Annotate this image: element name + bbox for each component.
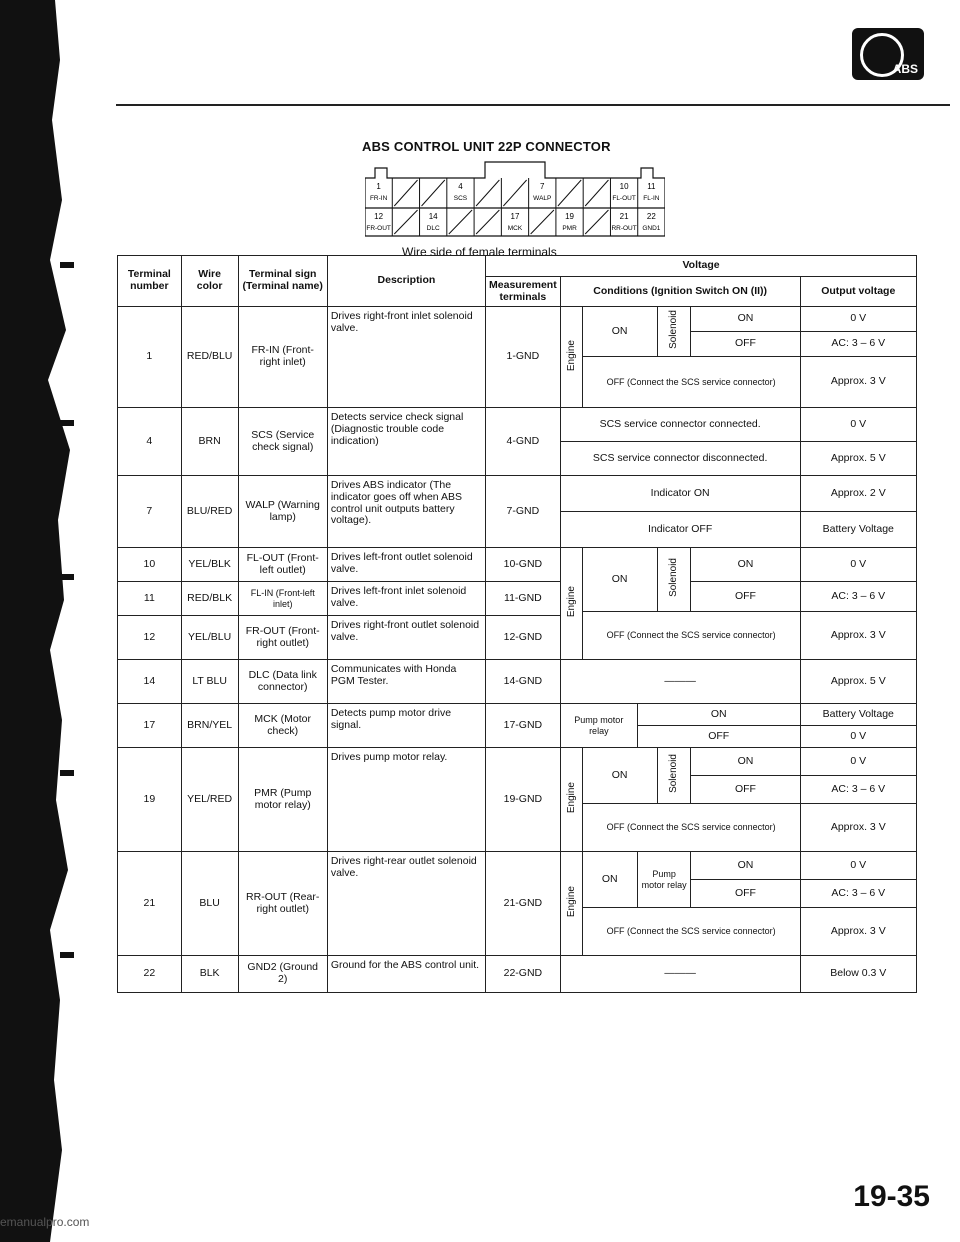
connector-empty-slot [531,210,554,234]
t10-sol-off: OFF [691,582,800,612]
t1-out-off: AC: 3 – 6 V [800,332,916,357]
t17-pump-relay: Pump motor relay [560,704,637,748]
t12-desc: Drives right-front outlet solenoid valve. [327,616,485,660]
t7-cond-2: Indicator OFF [560,512,800,548]
t22-sign: GND2 (Ground 2) [238,956,327,993]
t17-out-off: 0 V [800,726,916,748]
t10-wire: YEL/BLK [181,548,238,582]
t10-meas: 10-GND [486,548,561,582]
t19-wire: YEL/RED [181,748,238,852]
t17-number: 17 [118,704,182,748]
t19-on: ON [582,748,657,804]
connector-pin-sign: PMR [562,225,577,232]
connector-pin-sign: FR-IN [369,195,388,202]
t10-sign: FL-OUT (Front-left outlet) [238,548,327,582]
header-wire-color: Wire color [181,256,238,307]
t19-engine-cell [560,748,582,852]
t12-number: 12 [118,616,182,660]
connector-empty-slot [558,180,581,206]
t1-solenoid: Solenoid [668,310,680,350]
t11-wire: RED/BLK [181,582,238,616]
t12-sign: FR-OUT (Front-right outlet) [238,616,327,660]
abs-section-badge [852,28,924,80]
t7-wire: BLU/RED [181,476,238,548]
t19-desc: Drives pump motor relay. [327,748,485,852]
t7-number: 7 [118,476,182,548]
t19-out-off: AC: 3 – 6 V [800,776,916,804]
header-terminal-number: Terminal number [118,256,182,307]
page-number: 19-35 [853,1180,930,1213]
t1-solenoid-cell [657,307,691,357]
t1-on: ON [582,307,657,357]
connector-diagram [365,158,665,242]
t19-solenoid-cell [657,748,691,804]
t4-cond-1: SCS service connector connected. [560,408,800,442]
t12-meas: 12-GND [486,616,561,660]
t1-meas: 1-GND [486,307,561,408]
connector-pin-sign: RR-OUT [611,225,637,232]
t1-sol-on: ON [691,307,800,332]
connector-pin-number: 10 [619,182,629,191]
connector-empty-slot [476,180,499,206]
t21-desc: Drives right-rear outlet solenoid valve. [327,852,485,956]
t22-out: Below 0.3 V [800,956,916,993]
t10-sol-on: ON [691,548,800,582]
t4-cond-2: SCS service connector disconnected. [560,442,800,476]
connector-pin-sign: MCK [507,225,523,232]
connector-pin-number: 11 [647,182,656,191]
t11-sign: FL-IN (Front-left inlet) [238,582,327,616]
connector-pin-number: 22 [646,212,656,221]
t14-cond: ——— [560,660,800,704]
t21-engine-cell [560,852,582,956]
t4-desc: Detects service check signal (Diagnostic trouble code indication) [327,408,485,476]
t22-meas: 22-GND [486,956,561,993]
t7-out-1: Approx. 2 V [800,476,916,512]
t21-meas: 21-GND [486,852,561,956]
connector-caption: Wire side of female terminals [402,245,557,259]
connector-pin-sign: WALP [533,195,552,202]
connector-empty-slot [503,180,526,206]
t17-on: ON [637,704,800,726]
connector-pin-number: 7 [540,182,545,191]
abs-badge-text: ABS [892,62,918,76]
t21-pump-relay: Pump motor relay [637,852,690,908]
t10-engine: Engine [565,586,577,618]
header-measurement-terminals: Measurement terminals [486,277,561,307]
t17-out-on: Battery Voltage [800,704,916,726]
t4-number: 4 [118,408,182,476]
t19-sign: PMR (Pump motor relay) [238,748,327,852]
t10-off-connect: OFF (Connect the SCS service connector) [582,612,800,660]
t7-cond-1: Indicator ON [560,476,800,512]
connector-empty-slot [476,210,499,234]
connector-pin-sign: FL-OUT [612,195,636,202]
header-conditions: Conditions (Ignition Switch ON (II)) [560,277,800,307]
t22-desc: Ground for the ABS control unit. [327,956,485,993]
t4-meas: 4-GND [486,408,561,476]
connector-pin-sign: FR-OUT [366,225,391,232]
connector-pin-number: 1 [376,182,381,191]
t4-out-2: Approx. 5 V [800,442,916,476]
connector-cells [366,178,660,236]
t10-solenoid-cell [657,548,691,612]
t17-wire: BRN/YEL [181,704,238,748]
connector-pin-number: 17 [510,212,520,221]
t4-sign: SCS (Service check signal) [238,408,327,476]
t19-sol-off: OFF [691,776,800,804]
t21-on: ON [582,852,637,908]
t21-sign: RR-OUT (Rear-right outlet) [238,852,327,956]
t22-cond: ——— [560,956,800,993]
connector-empty-slot [585,180,608,206]
t7-meas: 7-GND [486,476,561,548]
t19-out-connect: Approx. 3 V [800,804,916,852]
t21-number: 21 [118,852,182,956]
t17-desc: Detects pump motor drive signal. [327,704,485,748]
connector-empty-slot [585,210,608,234]
t19-out-on: 0 V [800,748,916,776]
connector-pin-sign: FL-IN [643,195,660,202]
connector-pin-sign: SCS [453,195,468,202]
t1-out-connect: Approx. 3 V [800,357,916,408]
t12-wire: YEL/BLU [181,616,238,660]
t1-number: 1 [118,307,182,408]
t21-relay-on: ON [691,852,800,880]
t7-out-2: Battery Voltage [800,512,916,548]
t21-relay-off: OFF [691,880,800,908]
t14-meas: 14-GND [486,660,561,704]
t1-sign: FR-IN (Front-right inlet) [238,307,327,408]
t10-out-on: 0 V [800,548,916,582]
terminal-table [117,255,917,993]
connector-pin-number: 21 [619,212,629,221]
t1-engine-cell [560,307,582,408]
connector-pin-number: 4 [458,182,463,191]
t14-number: 14 [118,660,182,704]
t21-off-connect: OFF (Connect the SCS service connector) [582,908,800,956]
t10-on: ON [582,548,657,612]
t21-engine: Engine [565,886,577,918]
t11-number: 11 [118,582,182,616]
t17-sign: MCK (Motor check) [238,704,327,748]
connector-title: ABS CONTROL UNIT 22P CONNECTOR [362,139,611,154]
binding-edge [0,0,86,1242]
header-description: Description [327,256,485,307]
t19-off-connect: OFF (Connect the SCS service connector) [582,804,800,852]
t11-meas: 11-GND [486,582,561,616]
connector-pin-number: 19 [565,212,574,221]
connector-empty-slot [422,180,445,206]
t19-engine: Engine [565,782,577,814]
t19-number: 19 [118,748,182,852]
t14-out: Approx. 5 V [800,660,916,704]
connector-empty-slot [449,210,472,234]
t1-sol-off: OFF [691,332,800,357]
t22-number: 22 [118,956,182,993]
t1-wire: RED/BLU [181,307,238,408]
t10-out-off: AC: 3 – 6 V [800,582,916,612]
connector-empty-slot [394,180,417,206]
t10-engine-cell [560,548,582,660]
t4-out-1: 0 V [800,408,916,442]
footer-url: emanualpro.com [0,1215,90,1229]
connector-pin-number: 14 [428,212,438,221]
t14-wire: LT BLU [181,660,238,704]
t7-desc: Drives ABS indicator (The indicator goes off when ABS control unit outputs battery voltage). [327,476,485,548]
t17-meas: 17-GND [486,704,561,748]
connector-pin-sign: GND1 [642,225,661,232]
header-terminal-sign: Terminal sign (Terminal name) [238,256,327,307]
t19-sol-on: ON [691,748,800,776]
t19-solenoid: Solenoid [668,754,680,794]
t14-sign: DLC (Data link connector) [238,660,327,704]
header-rule [116,104,950,106]
connector-empty-slot [394,210,417,234]
t19-meas: 19-GND [486,748,561,852]
connector-pin-number: 12 [374,212,384,221]
t14-desc: Communicates with Honda PGM Tester. [327,660,485,704]
t21-out-off: AC: 3 – 6 V [800,880,916,908]
t21-wire: BLU [181,852,238,956]
t22-wire: BLK [181,956,238,993]
t1-desc: Drives right-front inlet solenoid valve. [327,307,485,408]
connector-pin-sign: DLC [426,225,440,232]
t4-wire: BRN [181,408,238,476]
header-voltage: Voltage [486,256,917,277]
t21-out-on: 0 V [800,852,916,880]
t1-off-connect: OFF (Connect the SCS service connector) [582,357,800,408]
t11-desc: Drives left-front inlet solenoid valve. [327,582,485,616]
t21-out-connect: Approx. 3 V [800,908,916,956]
t1-out-on: 0 V [800,307,916,332]
t10-number: 10 [118,548,182,582]
t17-off: OFF [637,726,800,748]
t7-sign: WALP (Warning lamp) [238,476,327,548]
t10-out-connect: Approx. 3 V [800,612,916,660]
t1-engine: Engine [565,339,577,371]
t10-desc: Drives left-front outlet solenoid valve. [327,548,485,582]
t10-solenoid: Solenoid [668,558,680,598]
header-output-voltage: Output voltage [800,277,916,307]
